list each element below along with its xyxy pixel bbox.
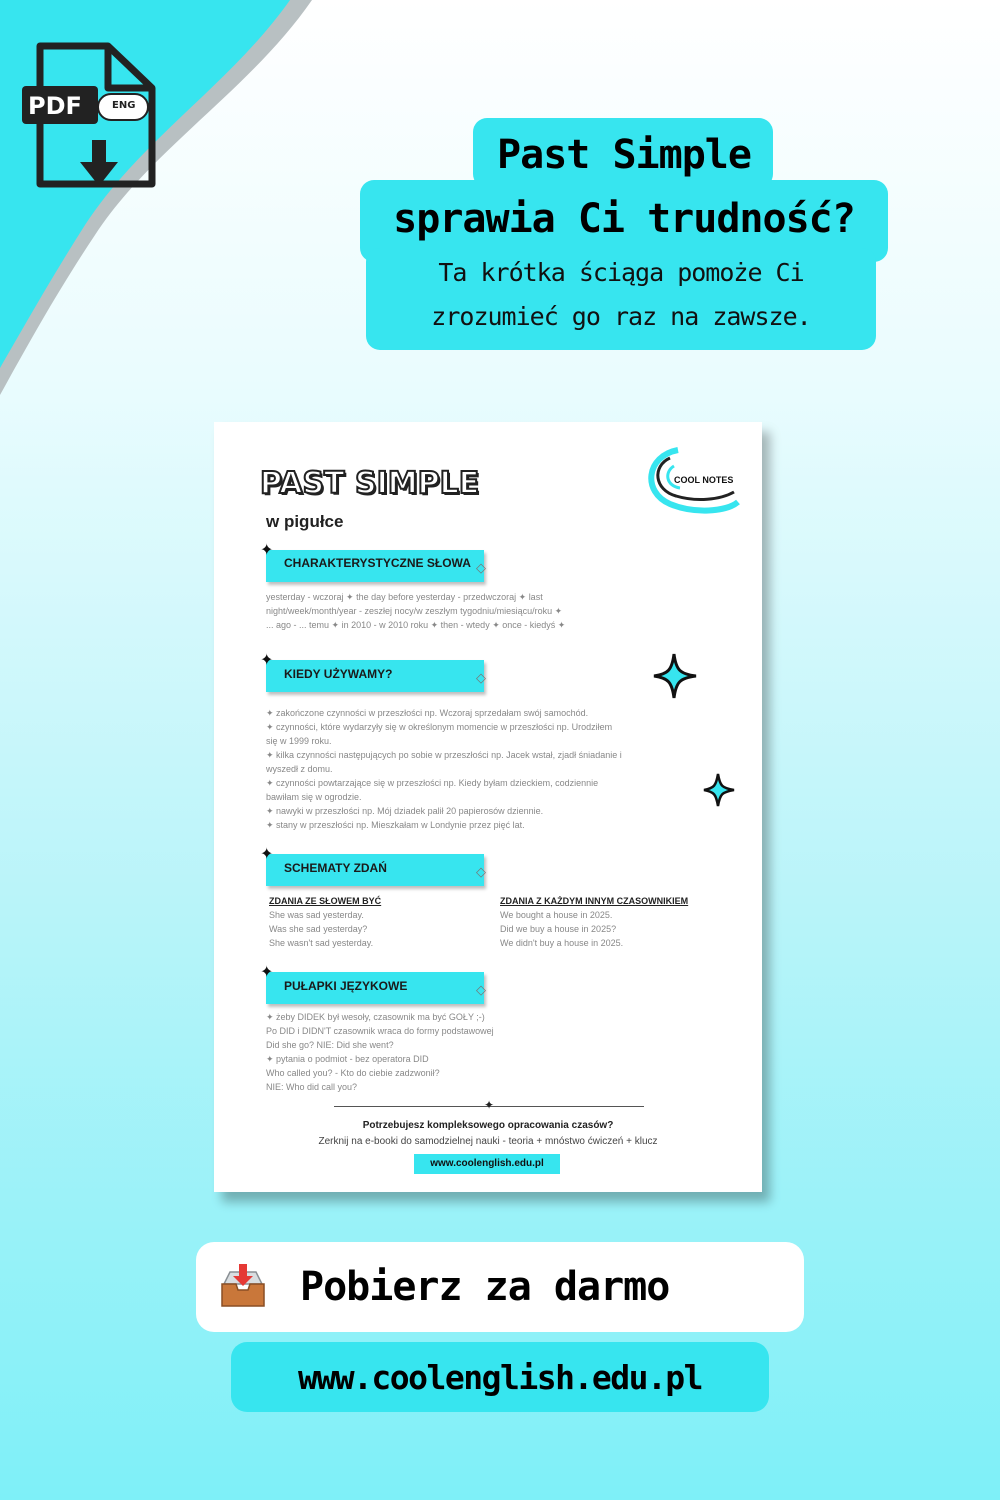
- traps-line: NIE: Who did call you?: [266, 1082, 358, 1092]
- schema-line: She wasn't sad yesterday.: [269, 938, 374, 948]
- section-label-usage: KIEDY UŻYWAMY?: [284, 667, 393, 681]
- words-text: [266, 590, 706, 632]
- headline-line-1: Past Simple: [497, 132, 751, 178]
- website-link[interactable]: [231, 1342, 769, 1412]
- sparkle-icon: [652, 650, 700, 702]
- subheadline-line-1: Ta krótka ściąga pomoże Ci: [438, 258, 804, 287]
- schema-line: We didn't buy a house in 2025.: [500, 938, 624, 948]
- section-star-icon: ✦: [260, 652, 274, 669]
- schema-line: We bought a house in 2025.: [500, 910, 613, 920]
- download-button[interactable]: [196, 1242, 804, 1332]
- schema-left-list: [269, 908, 489, 950]
- usage-line: bawiłam się w ogrodzie.: [266, 792, 362, 802]
- section-label-schemas: SCHEMATY ZDAŃ: [284, 861, 387, 875]
- section-star-outline-icon: ◇: [476, 982, 486, 997]
- promo-line-2: Zerknij na e-booki do samodzielnej nauki - teoria + mnóstwo ćwiczeń + klucz: [318, 1136, 658, 1147]
- words-line: ... ago - ... temu ✦ in 2010 - w 2010 roku ✦ then - wtedy ✦ once - kiedyś ✦: [266, 620, 566, 630]
- schema-line: Did we buy a house in 2025?: [500, 924, 617, 934]
- schema-right-heading: ZDANIA Z KAŻDYM INNYM CZASOWNIKIEM: [500, 896, 689, 906]
- pdf-icon-badge: ENG: [112, 100, 136, 111]
- section-label-traps: PUŁAPKI JĘZYKOWE: [284, 979, 408, 993]
- pdf-icon-label: PDF: [28, 92, 82, 120]
- words-line: yesterday - wczoraj ✦ the day before yesterday - przedwczoraj ✦ last: [266, 592, 543, 602]
- sparkle-small-icon: [702, 770, 738, 810]
- traps-text: [266, 1010, 706, 1094]
- schema-line: She was sad yesterday.: [269, 910, 364, 920]
- usage-line: ✦ kilka czynności następujących po sobie w przeszłości np. Jacek wstał, zjadł śniadanie i: [266, 750, 622, 760]
- traps-line: ✦ żeby DIDEK był wesoły, czasownik ma być GOŁY ;-): [266, 1012, 485, 1022]
- section-star-outline-icon: ◇: [476, 864, 486, 879]
- cheat-sheet-preview[interactable]: [214, 422, 762, 1192]
- download-button-label: Pobierz za darmo: [300, 1264, 670, 1310]
- promo-line-1: Potrzebujesz kompleksowego opracowania czasów?: [362, 1120, 614, 1131]
- sheet-subtitle: w pigułce: [266, 512, 344, 531]
- headline-line-2: sprawia Ci trudność?: [393, 196, 855, 242]
- inbox-tray-icon: [218, 1264, 268, 1310]
- schema-line: Was she sad yesterday?: [269, 924, 368, 934]
- sheet-title: PAST SIMPLE: [260, 466, 480, 501]
- logo-text: COOL NOTES: [674, 475, 734, 485]
- words-line: night/week/month/year - zeszłej nocy/w zeszłym tygodniu/miesiącu/roku ✦: [266, 606, 563, 616]
- usage-line: ✦ czynności, które wydarzyły się w określonym momencie w przeszłości np. Urodziłem: [266, 722, 613, 732]
- usage-line: się w 1999 roku.: [266, 736, 332, 746]
- section-star-outline-icon: ◇: [476, 560, 486, 575]
- schema-right-list: [500, 908, 720, 950]
- website-url: www.coolenglish.edu.pl: [297, 1358, 703, 1397]
- traps-line: ✦ pytania o podmiot - bez operatora DID: [266, 1054, 429, 1064]
- section-star-outline-icon: ◇: [476, 670, 486, 685]
- usage-line: ✦ czynności powtarzające się w przeszłości np. Kiedy byłam dzieckiem, codziennie: [266, 778, 599, 788]
- usage-line: ✦ nawyki w przeszłości np. Mój dziadek palił 20 papierosów dziennie.: [266, 806, 544, 816]
- section-star-icon: ✦: [260, 964, 274, 981]
- usage-text: [266, 706, 706, 832]
- section-star-icon: ✦: [260, 846, 274, 863]
- usage-line: wyszedł z domu.: [266, 764, 333, 774]
- section-star-icon: ✦: [260, 542, 274, 559]
- traps-line: Po DID i DIDN'T czasownik wraca do formy podstawowej: [266, 1026, 494, 1036]
- promo-url[interactable]: www.coolenglish.edu.pl: [414, 1154, 560, 1174]
- schema-left-heading: ZDANIA ZE SŁOWEM BYĆ: [269, 896, 382, 906]
- section-label-words: CHARAKTERYSTYCZNE SŁOWA: [284, 556, 471, 570]
- traps-line: Did she go? NIE: Did she went?: [266, 1040, 394, 1050]
- usage-line: ✦ zakończone czynności w przeszłości np. Wczoraj sprzedałam swój samochód.: [266, 708, 589, 718]
- usage-line: ✦ stany w przeszłości np. Mieszkałam w Londynie przez pięć lat.: [266, 820, 525, 830]
- traps-line: Who called you? - Kto do ciebie zadzwonił?: [266, 1068, 440, 1078]
- subheadline-line-2: zrozumieć go raz na zawsze.: [431, 302, 811, 331]
- divider-star-icon: ✦: [484, 1098, 495, 1112]
